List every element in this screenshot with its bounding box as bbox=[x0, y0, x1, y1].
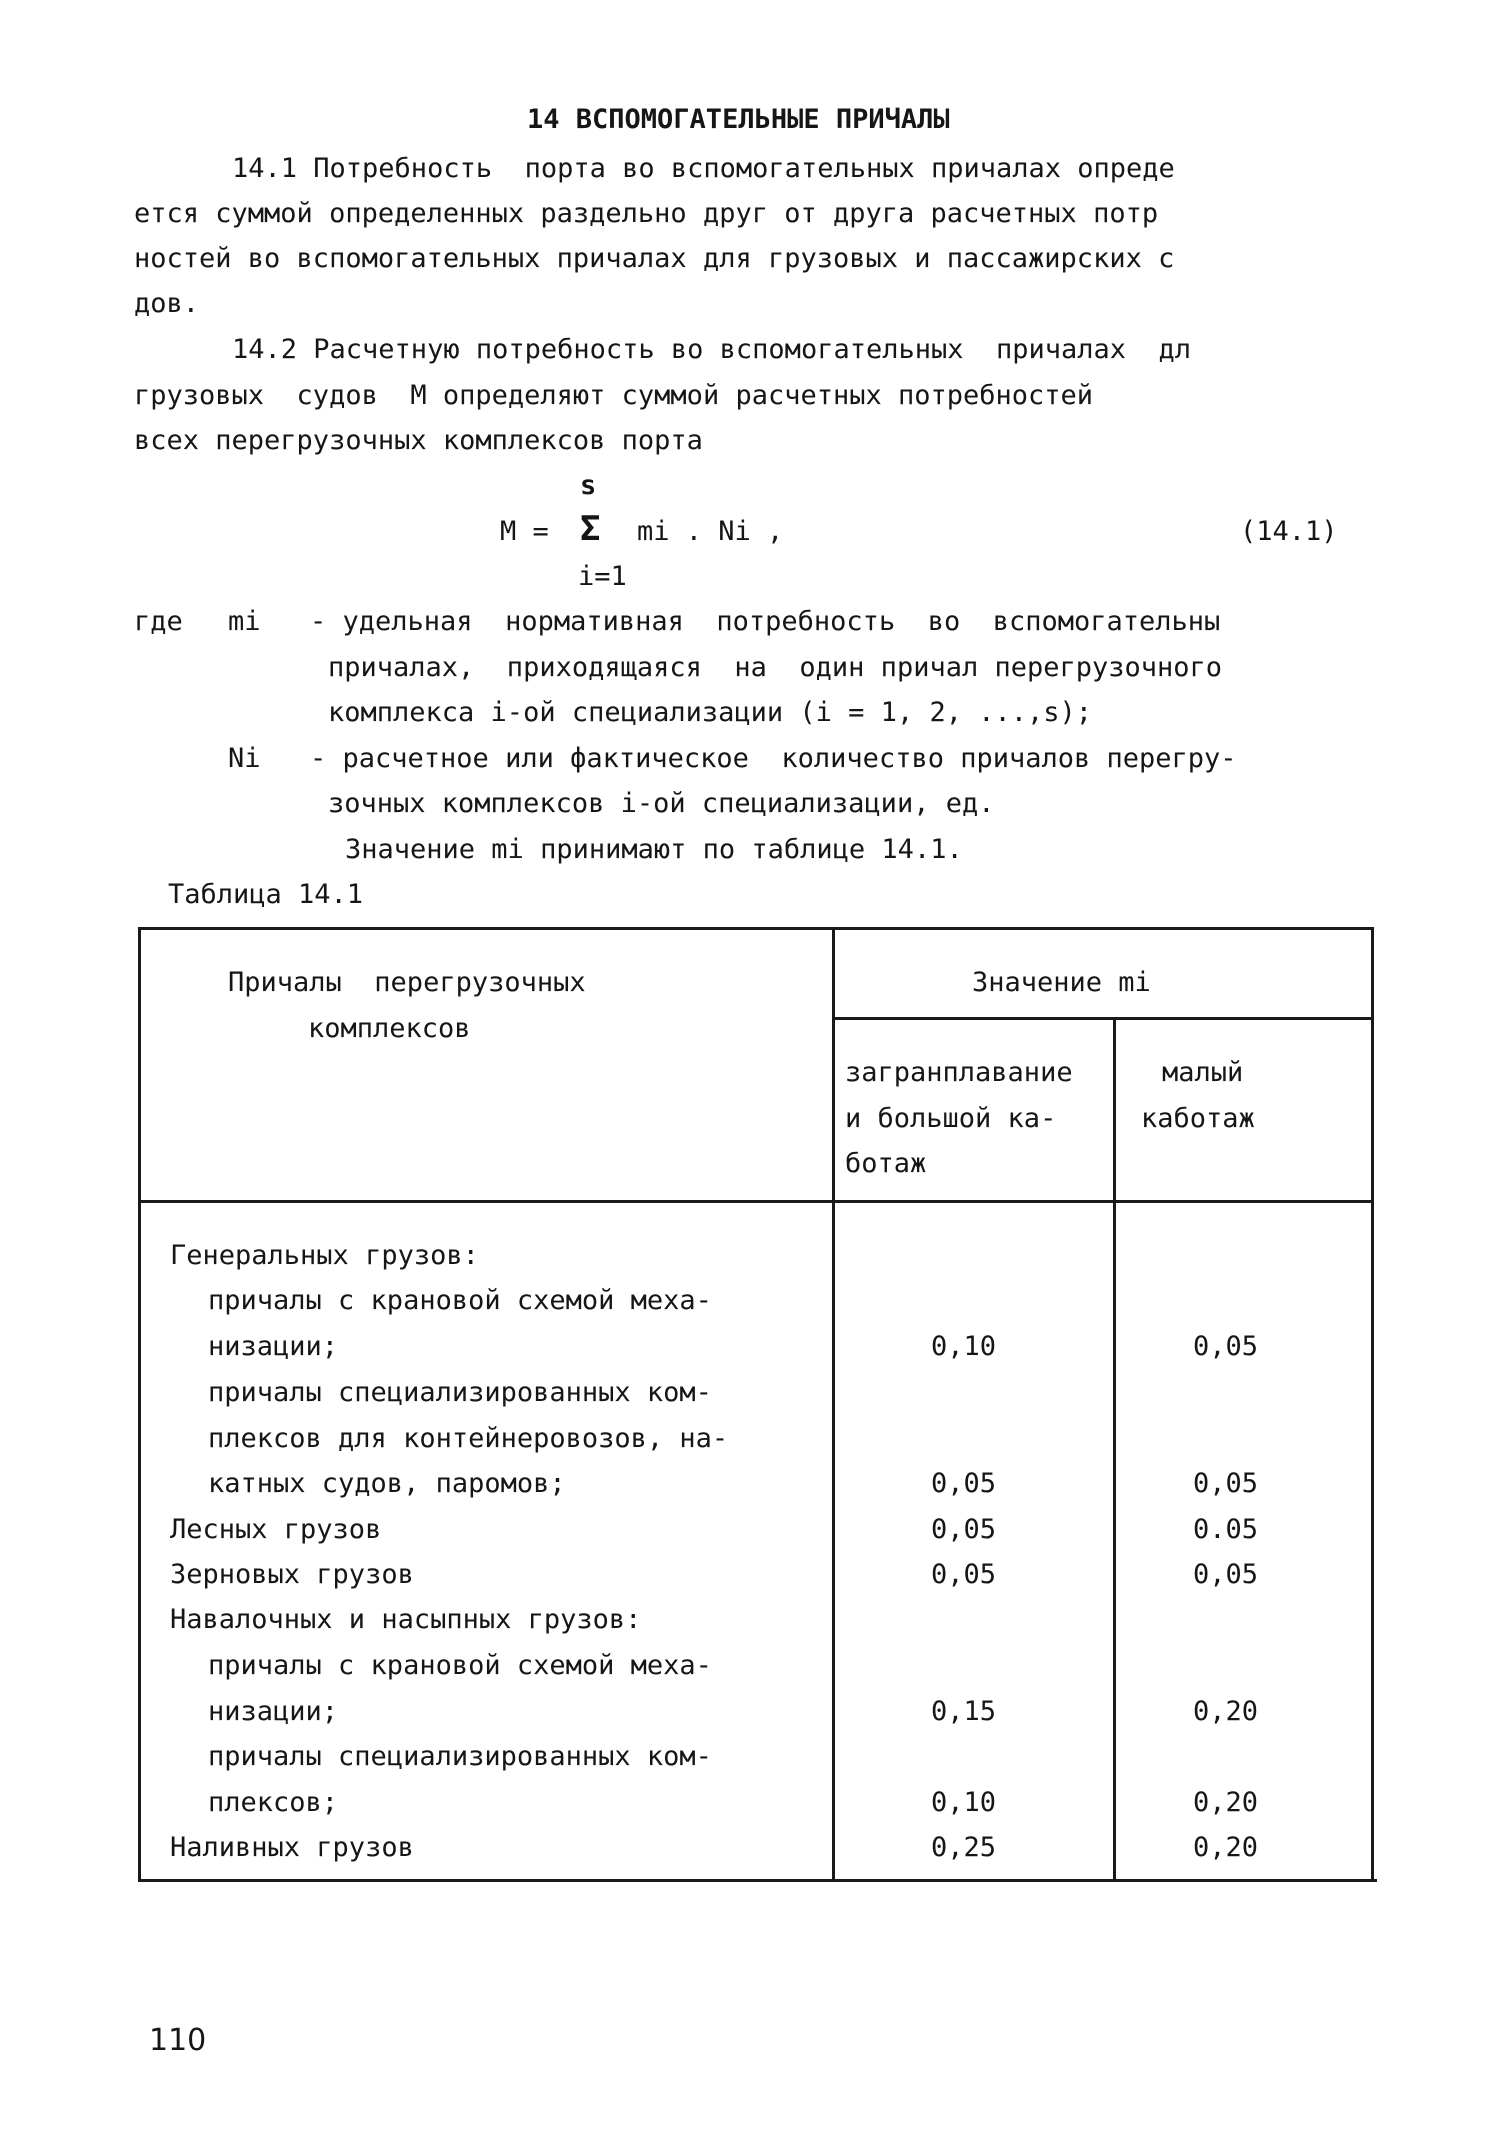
header-foreign-line-3: ботаж bbox=[845, 1148, 927, 1179]
table-cell-coastal-value: 0.05 bbox=[1192, 1514, 1258, 1545]
header-berths-line-1: Причалы перегрузочных bbox=[228, 967, 586, 998]
table-cell-foreign-value: 0,05 bbox=[930, 1468, 996, 1499]
header-berths-line-2: комплексов bbox=[308, 1013, 471, 1044]
table-right-border bbox=[1371, 927, 1374, 1882]
table-left-border bbox=[138, 927, 141, 1882]
paragraph-14-1-line-2: ется суммой определенных раздельно друг от друга расчетных потр bbox=[134, 198, 1159, 229]
paragraph-14-1-line-1: 14.1 Потребность порта во вспомогательных причалах опреде bbox=[232, 153, 1175, 184]
table-bottom-border bbox=[138, 1879, 1377, 1882]
table-cell-coastal-value: 0,20 bbox=[1192, 1696, 1258, 1727]
table-row-label: Наливных грузов bbox=[170, 1832, 414, 1863]
table-row-label: катных судов, паромов; bbox=[208, 1468, 566, 1499]
table-row-label: низации; bbox=[208, 1696, 339, 1727]
table-14-1 bbox=[138, 927, 1374, 1882]
formula-upper-limit: s bbox=[580, 470, 597, 501]
where-label: где bbox=[134, 606, 183, 637]
table-cell-coastal-value: 0,20 bbox=[1192, 1832, 1258, 1863]
table-cell-foreign-value: 0,05 bbox=[930, 1559, 996, 1590]
formula-rhs: mi . Ni , bbox=[637, 516, 784, 547]
table-column-divider-2 bbox=[1113, 1017, 1116, 1882]
table-row-label: Генеральных грузов: bbox=[170, 1240, 479, 1271]
section-title: 14 ВСПОМОГАТЕЛЬНЫЕ ПРИЧАЛЫ bbox=[527, 104, 950, 135]
header-value-mi: Значение mi bbox=[972, 967, 1151, 998]
table-cell-coastal-value: 0,05 bbox=[1192, 1468, 1258, 1499]
ni-definition-line-1: - расчетное или фактическое количество причалов перегру- bbox=[310, 743, 1237, 774]
table-row-label: Лесных грузов bbox=[170, 1514, 382, 1545]
table-cell-coastal-value: 0,20 bbox=[1192, 1787, 1258, 1818]
table-cell-foreign-value: 0,10 bbox=[930, 1331, 996, 1362]
formula-number: (14.1) bbox=[1240, 516, 1338, 547]
table-cell-coastal-value: 0,05 bbox=[1192, 1559, 1258, 1590]
table-row-label: причалы специализированных ком- bbox=[208, 1741, 712, 1772]
table-top-border bbox=[138, 927, 1374, 930]
table-column-divider-1 bbox=[832, 927, 835, 1882]
paragraph-14-2-line-2: грузовых судов М определяют суммой расчетных потребностей bbox=[134, 380, 1094, 411]
mi-symbol: mi bbox=[228, 606, 261, 637]
paragraph-14-2-line-1: 14.2 Расчетную потребность во вспомогательных причалах дл bbox=[232, 334, 1192, 365]
header-foreign-line-2: и большой ка- bbox=[845, 1103, 1057, 1134]
formula-lower-limit: i=1 bbox=[578, 561, 627, 592]
table-group-header-divider bbox=[832, 1017, 1374, 1020]
mi-definition-line-3: комплекса i-ой специализации (i = 1, 2, ...,s); bbox=[328, 697, 1093, 728]
table-cell-foreign-value: 0,25 bbox=[930, 1832, 996, 1863]
table-row-label: причалы с крановой схемой меха- bbox=[208, 1650, 712, 1681]
paragraph-14-1-line-4: дов. bbox=[134, 288, 200, 319]
mi-definition-line-2: причалах, приходящаяся на один причал перегрузочного bbox=[328, 652, 1223, 683]
mi-definition-line-1: - удельная нормативная потребность во вспомогательны bbox=[310, 606, 1221, 637]
table-reference-note: Значение mi принимают по таблице 14.1. bbox=[345, 834, 963, 865]
table-row-label: Зерновых грузов bbox=[170, 1559, 414, 1590]
table-cell-coastal-value: 0,05 bbox=[1192, 1331, 1258, 1362]
table-row-label: причалы специализированных ком- bbox=[208, 1377, 712, 1408]
table-cell-foreign-value: 0,10 bbox=[930, 1787, 996, 1818]
paragraph-14-2-line-3: всех перегрузочных комплексов порта bbox=[134, 425, 703, 456]
table-row-label: плексов для контейнеровозов, на- bbox=[208, 1423, 729, 1454]
table-row-label: причалы с крановой схемой меха- bbox=[208, 1285, 712, 1316]
table-cell-foreign-value: 0,05 bbox=[930, 1514, 996, 1545]
table-header-bottom-border bbox=[138, 1200, 1374, 1203]
table-caption: Таблица 14.1 bbox=[168, 879, 364, 910]
ni-definition-line-2: зочных комплексов i-ой специализации, ед. bbox=[328, 788, 995, 819]
page-number: 110 bbox=[149, 2023, 207, 2058]
table-row-label: плексов; bbox=[208, 1787, 339, 1818]
header-foreign-line-1: загранплавание bbox=[845, 1057, 1073, 1088]
paragraph-14-1-line-3: ностей во вспомогательных причалах для грузовых и пассажирских с bbox=[134, 243, 1175, 274]
table-cell-foreign-value: 0,15 bbox=[930, 1696, 996, 1727]
formula-lhs: M = bbox=[500, 516, 549, 547]
formula-sigma: Σ bbox=[580, 509, 601, 549]
table-row-label: низации; bbox=[208, 1331, 339, 1362]
table-row-label: Навалочных и насыпных грузов: bbox=[170, 1604, 642, 1635]
header-coastal-line-2: каботаж bbox=[1141, 1103, 1255, 1134]
header-coastal-line-1: малый bbox=[1162, 1057, 1244, 1088]
ni-symbol: Ni bbox=[228, 743, 261, 774]
